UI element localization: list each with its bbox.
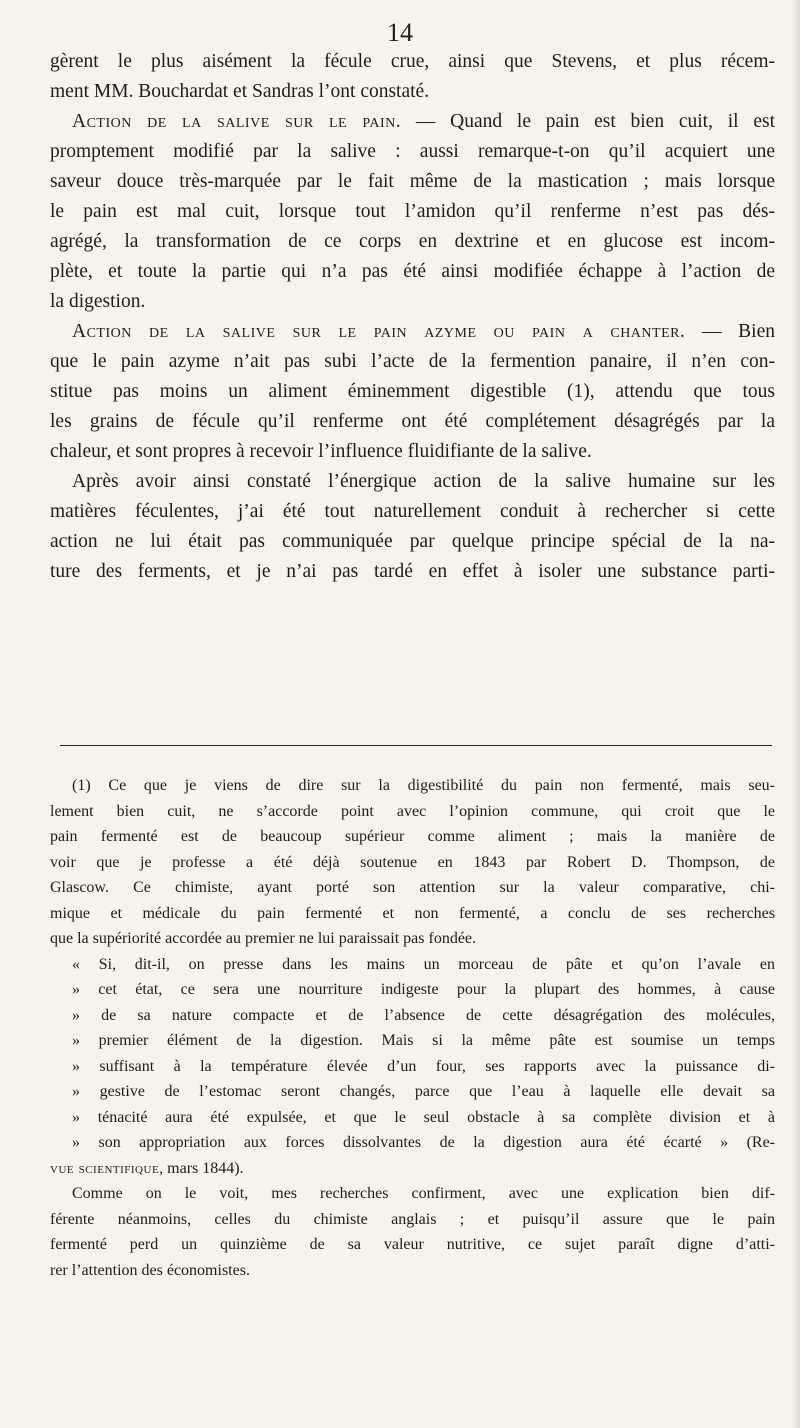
main-line: le pain est mal cuit, lorsque tout l’amidon qu’il renferme n’est pas dés- bbox=[50, 201, 775, 222]
main-text-block bbox=[50, 47, 775, 587]
main-line: matières féculentes, j’ai été tout naturellement conduit à rechercher si cette bbox=[50, 501, 775, 522]
main-line: gèrent le plus aisément la fécule crue, ainsi que Stevens, et plus récem- bbox=[50, 51, 775, 72]
footnote-line: rer l’attention des économistes. bbox=[50, 1261, 250, 1279]
footnote-separator bbox=[60, 745, 772, 746]
quote-line: » premier élément de la digestion. Mais si la même pâte est soumise un temps bbox=[72, 1032, 775, 1049]
footnote-line: mique et médicale du pain fermenté et non fermenté, a conclu de ses recherches bbox=[50, 904, 775, 922]
main-line: stitue pas moins un aliment éminemment digestible (1), attendu que tous bbox=[50, 381, 775, 402]
section-heading-line: Action de la salive sur le pain. — Quand le pain est bien cuit, il est bbox=[72, 111, 775, 132]
page-number: 14 bbox=[387, 18, 413, 47]
quote-line: » de sa nature compacte et de l’absence de cette désagrégation des molécules, bbox=[72, 1006, 775, 1024]
main-line: promptement modifié par la salive : aussi remarque-t-on qu’il acquiert une bbox=[50, 141, 775, 162]
quote-line: « Si, dit-il, on presse dans les mains un morceau de pâte et qu’on l’avale en bbox=[72, 955, 775, 973]
section-heading-line: Action de la salive sur le pain azyme ou pain a chanter. — Bien bbox=[72, 321, 775, 342]
footnote-line: (1) Ce que je viens de dire sur la digestibilité du pain non fermenté, mais seu- bbox=[72, 777, 775, 794]
quote-line: » cet état, ce sera une nourriture indigeste pour la plupart des hommes, à cause bbox=[72, 981, 775, 998]
footnote-line: fermenté perd un quinzième de sa valeur nutritive, ce sujet paraît digne d’atti- bbox=[50, 1236, 775, 1253]
footnote-line: férente néanmoins, celles du chimiste anglais ; et puisqu’il assure que le pain bbox=[50, 1210, 775, 1228]
main-line: ment MM. Bouchardat et Sandras l’ont constaté. bbox=[50, 81, 430, 102]
footnote-line: voir que je professe a été déjà soutenue en 1843 par Robert D. Thompson, de bbox=[50, 853, 775, 871]
footnote-line: lement bien cuit, ne s’accorde point avec l’opinion commune, qui croit que le bbox=[50, 802, 775, 820]
citation-line: vue scientifique, mars 1844). bbox=[50, 1159, 244, 1177]
quote-line: » suffisant à la température élevée d’un four, ses rapports avec la puissance di- bbox=[72, 1057, 775, 1075]
quote-line: » son appropriation aux forces dissolvantes de la digestion aura été écarté » (Re- bbox=[72, 1134, 775, 1151]
main-line: Après avoir ainsi constaté l’énergique action de la salive humaine sur les bbox=[72, 471, 775, 492]
page-edge-shadow bbox=[792, 0, 800, 1428]
section-heading-smallcaps: Action de la salive sur le pain. bbox=[72, 111, 402, 132]
main-line: les grains de fécule qu’il renferme ont été complétement désagrégés par la bbox=[50, 411, 775, 432]
main-line: ture des ferments, et je n’ai pas tardé en effet à isoler une substance parti- bbox=[50, 561, 775, 582]
footnote-line: Glascow. Ce chimiste, ayant porté son attention sur la valeur comparative, chi- bbox=[50, 879, 775, 896]
main-line: agrégé, la transformation de ce corps en dextrine et en glucose est incom- bbox=[50, 231, 775, 252]
journal-name-smallcaps: vue scientifique bbox=[50, 1159, 160, 1177]
main-line: la digestion. bbox=[50, 291, 146, 312]
main-line: chaleur, et sont propres à recevoir l’influence fluidifiante de la salive. bbox=[50, 441, 592, 462]
footnote-line: que la supériorité accordée au premier ne lui paraissait pas fondée. bbox=[50, 930, 477, 947]
quote-line: » gestive de l’estomac seront changés, parce que l’eau à laquelle elle devait sa bbox=[72, 1083, 775, 1100]
footnote-block bbox=[50, 773, 775, 1283]
footnote-line: Comme on le voit, mes recherches confirment, avec une explication bien dif- bbox=[72, 1185, 775, 1202]
main-line: que le pain azyme n’ait pas subi l’acte de la fermention panaire, il n’en con- bbox=[50, 351, 775, 372]
section-heading-smallcaps: Action de la salive sur le pain azyme ou pain a chanter. bbox=[72, 321, 686, 342]
main-line: plète, et toute la partie qui n’a pas été ainsi modifiée échappe à l’action de bbox=[50, 261, 775, 282]
quote-line: » ténacité aura été expulsée, et que le seul obstacle à sa complète division et à bbox=[72, 1108, 775, 1126]
footnote-line: pain fermenté est de beaucoup supérieur comme aliment ; mais la manière de bbox=[50, 828, 775, 845]
main-line: saveur douce très-marquée par le fait même de la mastication ; mais lorsque bbox=[50, 171, 775, 192]
main-line: action ne lui était pas communiquée par quelque principe spécial de la na- bbox=[50, 531, 775, 552]
